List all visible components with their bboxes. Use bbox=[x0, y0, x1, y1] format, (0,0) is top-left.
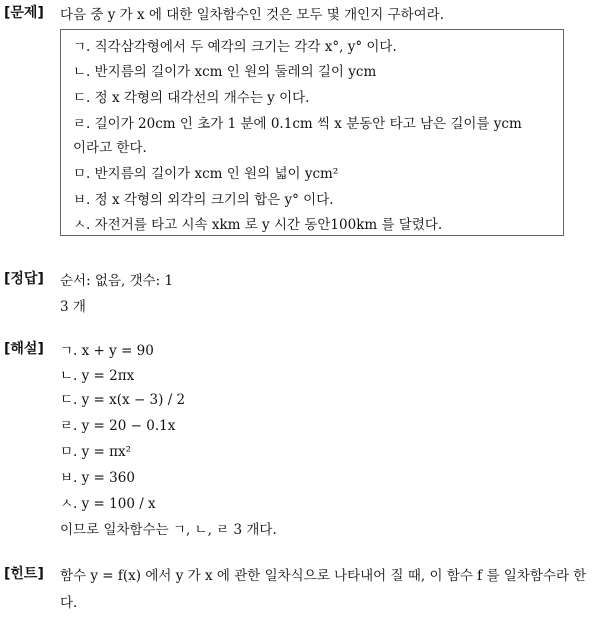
explanation-line: ㄱ. x + y = 90 bbox=[60, 343, 154, 359]
explanation-line: ㄴ. y = 2πx bbox=[60, 368, 135, 384]
explanation-label: [해설] bbox=[4, 341, 44, 357]
answer-value: 3 개 bbox=[60, 299, 86, 315]
choice-item-continuation: 이라고 한다. bbox=[73, 140, 147, 156]
choice-item: ㅂ. 정 x 각형의 외각의 크기의 합은 y° 이다. bbox=[73, 192, 334, 208]
choice-item: ㄱ. 직각삼각형에서 두 예각의 크기는 각각 x°, y° 이다. bbox=[73, 39, 397, 55]
hint-label: [힌트] bbox=[4, 566, 44, 582]
choice-item: ㄷ. 정 x 각형의 대각선의 개수는 y 이다. bbox=[73, 90, 310, 106]
explanation-line: ㄷ. y = x(x − 3) / 2 bbox=[60, 392, 186, 408]
choices-box bbox=[60, 29, 564, 236]
choice-item: ㄹ. 길이가 20cm 인 초가 1 분에 0.1cm 씩 x 분동안 타고 남은 길이를 ycm bbox=[73, 116, 522, 132]
problem-question: 다음 중 y 가 x 에 대한 일차함수인 것은 모두 몇 개인지 구하여라. bbox=[60, 7, 445, 23]
choice-item: ㅁ. 반지름의 길이가 xcm 인 원의 넓이 ycm² bbox=[73, 166, 339, 182]
answer-label: [정답] bbox=[4, 271, 44, 287]
answer-order-count: 순서: 없음, 갯수: 1 bbox=[60, 273, 174, 289]
explanation-line: ㅁ. y = πx² bbox=[60, 444, 132, 460]
hint-text: 함수 y = f(x) 에서 y 가 x 에 관한 일차식으로 나타내어 질 때, 이 함수 f 를 일차함수라 한다. bbox=[60, 568, 587, 611]
explanation-line: ㅂ. y = 360 bbox=[60, 470, 135, 486]
choice-item: ㄴ. 반지름의 길이가 xcm 인 원의 둘레의 길이 ycm bbox=[73, 64, 377, 80]
problem-label: [문제] bbox=[4, 5, 44, 21]
explanation-line: ㅅ. y = 100 / x bbox=[60, 496, 156, 512]
explanation-conclusion: 이므로 일차함수는 ㄱ, ㄴ, ㄹ 3 개다. bbox=[60, 522, 277, 538]
choice-item: ㅅ. 자전거를 타고 시속 xkm 로 y 시간 동안100km 를 달렸다. bbox=[73, 217, 443, 233]
explanation-line: ㄹ. y = 20 − 0.1x bbox=[60, 418, 176, 434]
